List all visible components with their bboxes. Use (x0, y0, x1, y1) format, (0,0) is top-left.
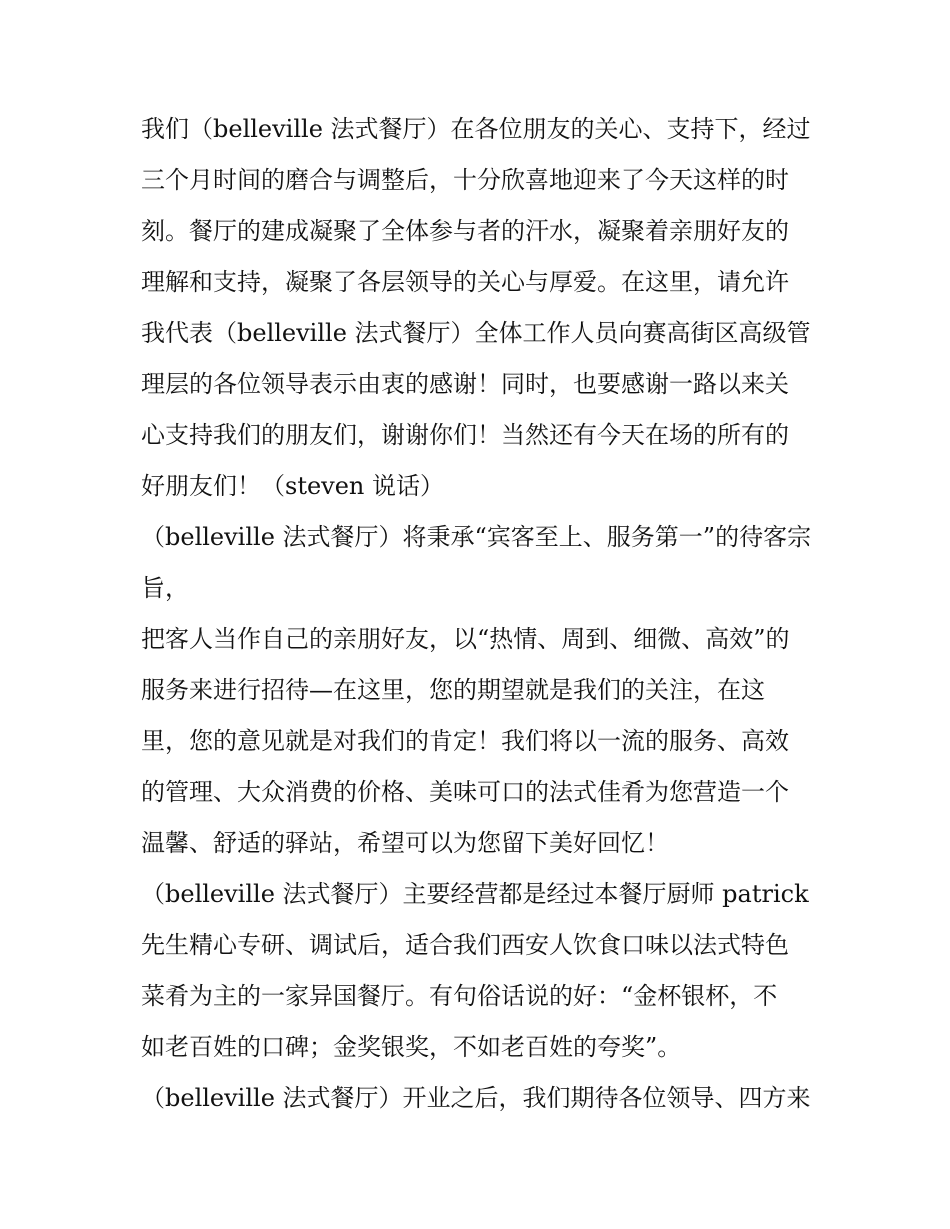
text-line: 三个月时间的磨合与调整后，十分欣喜地迎来了今天这样的时 (141, 166, 789, 194)
text-line: 心支持我们的朋友们，谢谢你们！当然还有今天在场的所有的 (141, 421, 789, 449)
text-line: 理解和支持，凝聚了各层领导的关心与厚爱。在这里，请允许 (141, 268, 789, 296)
text-line: 服务来进行招待—在这里，您的期望就是我们的关注，在这 (141, 676, 765, 704)
text-line: 理层的各位领导表示由衷的感谢！同时，也要感谢一路以来关 (141, 370, 789, 398)
text-line: 我代表（belleville 法式餐厅）全体工作人员向赛高街区高级管 (141, 319, 811, 347)
text-line: 刻。餐厅的建成凝聚了全体参与者的汗水，凝聚着亲朋好友的 (141, 217, 789, 245)
text-line: 如老百姓的口碑；金奖银奖，不如老百姓的夸奖”。 (141, 1033, 682, 1061)
document-body (141, 104, 813, 1124)
text-line: 旨， (141, 574, 189, 602)
text-line: 的管理、大众消费的价格、美味可口的法式佳肴为您营造一个 (141, 778, 789, 806)
text-line: 先生精心专研、调试后，适合我们西安人饮食口味以法式特色 (141, 931, 789, 959)
text-line: 把客人当作自己的亲朋好友，以“热情、周到、细微、高效”的 (141, 625, 790, 653)
text-line: 里，您的意见就是对我们的肯定！我们将以一流的服务、高效 (141, 727, 789, 755)
text-line: （belleville 法式餐厅）将秉承“宾客至上、服务第一”的待客宗 (141, 523, 812, 551)
text-line: 好朋友们！（steven 说话） (141, 472, 445, 500)
text-line: （belleville 法式餐厅）主要经营都是经过本餐厅厨师 patrick (141, 880, 809, 908)
text-line: 菜肴为主的一家异国餐厅。有句俗话说的好：“金杯银杯，不 (141, 982, 778, 1010)
text-line: （belleville 法式餐厅）开业之后，我们期待各位领导、四方来 (141, 1084, 811, 1112)
text-line: 温馨、舒适的驿站，希望可以为您留下美好回忆！ (141, 829, 669, 857)
text-line: 我们（belleville 法式餐厅）在各位朋友的关心、支持下，经过 (141, 115, 811, 143)
